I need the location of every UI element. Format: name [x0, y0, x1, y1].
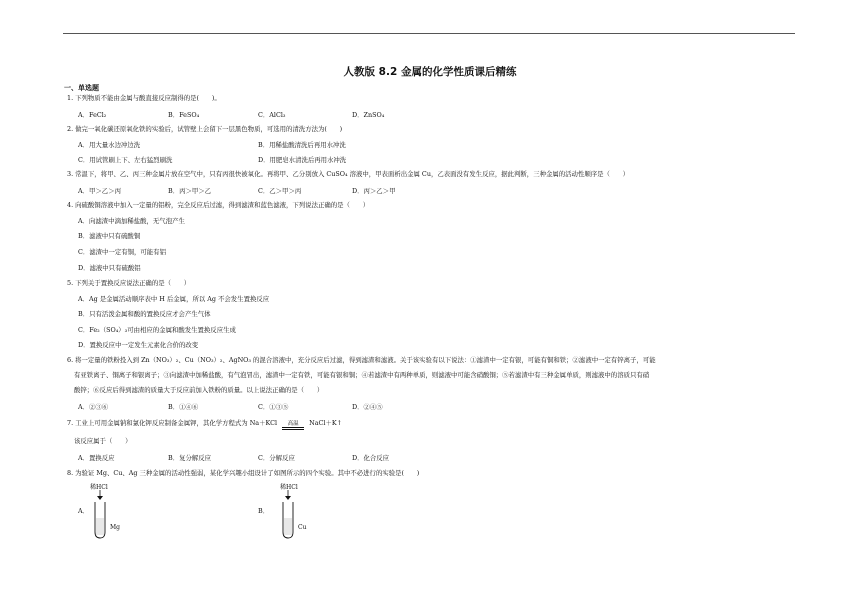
q2-option-c: C．用试管刷上下、左右猛烈刷洗	[78, 156, 173, 164]
q1-option-a: A．FeCl₂	[78, 111, 107, 119]
q4-option-a: A．向滤渣中滴加稀盐酸，无气泡产生	[78, 217, 185, 225]
q1-option-d: D．ZnSO₄	[352, 111, 385, 119]
q5-option-a: A．Ag 是金属活动顺序表中 H 后金属，所以 Ag 不会发生置换反应	[78, 295, 270, 303]
section-heading: 一、单选题	[64, 83, 99, 92]
q6-option-c: C．①③⑤	[258, 403, 289, 411]
page-title: 人教版 8.2 金属的化学性质课后精练	[343, 66, 517, 78]
q4-option-c: C．滤渣中一定有铜，可能有铝	[78, 248, 166, 256]
q7-option-d: D．化合反应	[352, 454, 390, 462]
reaction-condition: 高温	[287, 421, 299, 427]
question-6-line-3: 酸锌；⑥反应后得到滤渣的质量大于反应前加入铁粉的质量。以上说法正确的是（ ）	[74, 386, 324, 394]
q3-option-a: A．甲＞乙＞丙	[78, 187, 121, 195]
q2-option-a: A．用大量水边冲边洗	[78, 141, 141, 149]
q7-option-b: B．复分解反应	[168, 454, 212, 462]
reaction-condition-arrow	[282, 421, 304, 430]
question-7-line-2: 该反应属于（ ）	[74, 437, 132, 445]
question-5-stem: 5. 下列关于置换反应说法正确的是（ ）	[67, 279, 191, 287]
question-2-stem: 2. 做完一氧化碳还原氧化铁的实验后，试管壁上会留下一层黑色物质，可选用的清洗方法为( )	[67, 125, 343, 133]
q2-option-d: D．用肥皂水清洗后再用水冲洗	[258, 156, 347, 164]
q4-option-d: D．滤液中只有硫酸铝	[78, 264, 141, 272]
question-7-stem	[67, 419, 342, 430]
q7-equation-left: 7. 工业上可用金属钠和氯化钾反应制备金属钾，其化学方程式为 Na＋KCl	[67, 419, 278, 427]
q3-option-d: D．丙＞乙＞甲	[352, 187, 396, 195]
q1-option-c: C．AlCl₃	[258, 111, 286, 119]
q8-option-b: B．	[258, 507, 270, 515]
q3-option-b: B．丙＞甲＞乙	[168, 187, 212, 195]
q4-option-b: B．滤液中只有硫酸铜	[78, 232, 141, 240]
q5-option-c: C．Fe₂（SO₄）₃可由相应的金属和酸发生置换反应生成	[78, 326, 236, 334]
q3-option-c: C．乙＞甲＞丙	[258, 187, 302, 195]
question-6-line-2: 有亚铁离子、铜离子和银离子；③向滤渣中加稀盐酸，有气泡冒出，滤渣中一定有铁，可能有银和铜；④若滤渣中有两种单质，则滤液中可能含硝酸铜；⑤若滤渣中有三种金属单质，则滤液中的溶质只有硝	[74, 371, 650, 379]
q2-option-b: B．用稀盐酸清洗后再用水冲洗	[258, 141, 346, 149]
question-8-stem: 8. 为验证 Mg、Cu、Ag 三种金属的活动性强弱，某化学兴趣小组设计了如图所示的四个实验。其中不必进行的实验是( )	[67, 469, 420, 477]
q6-option-b: B．①④⑥	[168, 403, 199, 411]
header-rule	[63, 33, 795, 34]
q7-option-c: C．分解反应	[258, 454, 295, 462]
fig-b-reagent-label: 稀HCl	[280, 484, 298, 491]
q5-option-b: B．只有活泼金属和酸的置换反应才会产生气体	[78, 310, 211, 318]
q6-option-a: A．②③⑥	[78, 403, 109, 411]
q8-option-a: A．	[78, 507, 90, 515]
q5-option-d: D．置换反应中一定发生元素化合价的改变	[78, 341, 199, 349]
fig-a-reagent-label: 稀HCl	[90, 484, 108, 491]
fig-b-test-tube	[280, 490, 302, 540]
q6-option-d: D．②④⑤	[352, 403, 383, 411]
q7-option-a: A．置换反应	[78, 454, 115, 462]
question-1-stem: 1. 下列物质不能由金属与酸直接反应制得的是( )。	[67, 94, 221, 102]
fig-b-metal-label: Cu	[298, 524, 307, 531]
question-6-line-1: 6. 将一定量的铁粉投入到 Zn（NO₃）₂、Cu（NO₃）₂、AgNO₃ 的混合溶液中，充分反应后过滤，得到滤渣和滤液。关于该实验有以下说法：①滤渣中一定有银，可能有铜和铁；②滤液中一定有锌离子，可能	[67, 356, 656, 364]
fig-a-metal-label: Mg	[110, 524, 120, 531]
question-4-stem: 4. 向硫酸铜溶液中加入一定量的铝粉，完全反应后过滤，得到滤渣和蓝色滤液，下列说法正确的是（ ）	[67, 201, 370, 209]
q1-option-b: B．FeSO₄	[168, 111, 200, 119]
fig-a-test-tube	[92, 490, 114, 540]
q7-equation-right: NaCl＋K↑	[309, 419, 342, 427]
question-3-stem: 3. 常温下，将甲、乙、丙三种金属片放在空气中，只有丙很快被氧化。再将甲、乙分别放入 CuSO₄ 溶液中，甲表面析出金属 Cu，乙表面没有发生反应，据此判断，三种金属的活动性顺序是（ ）	[67, 170, 630, 178]
